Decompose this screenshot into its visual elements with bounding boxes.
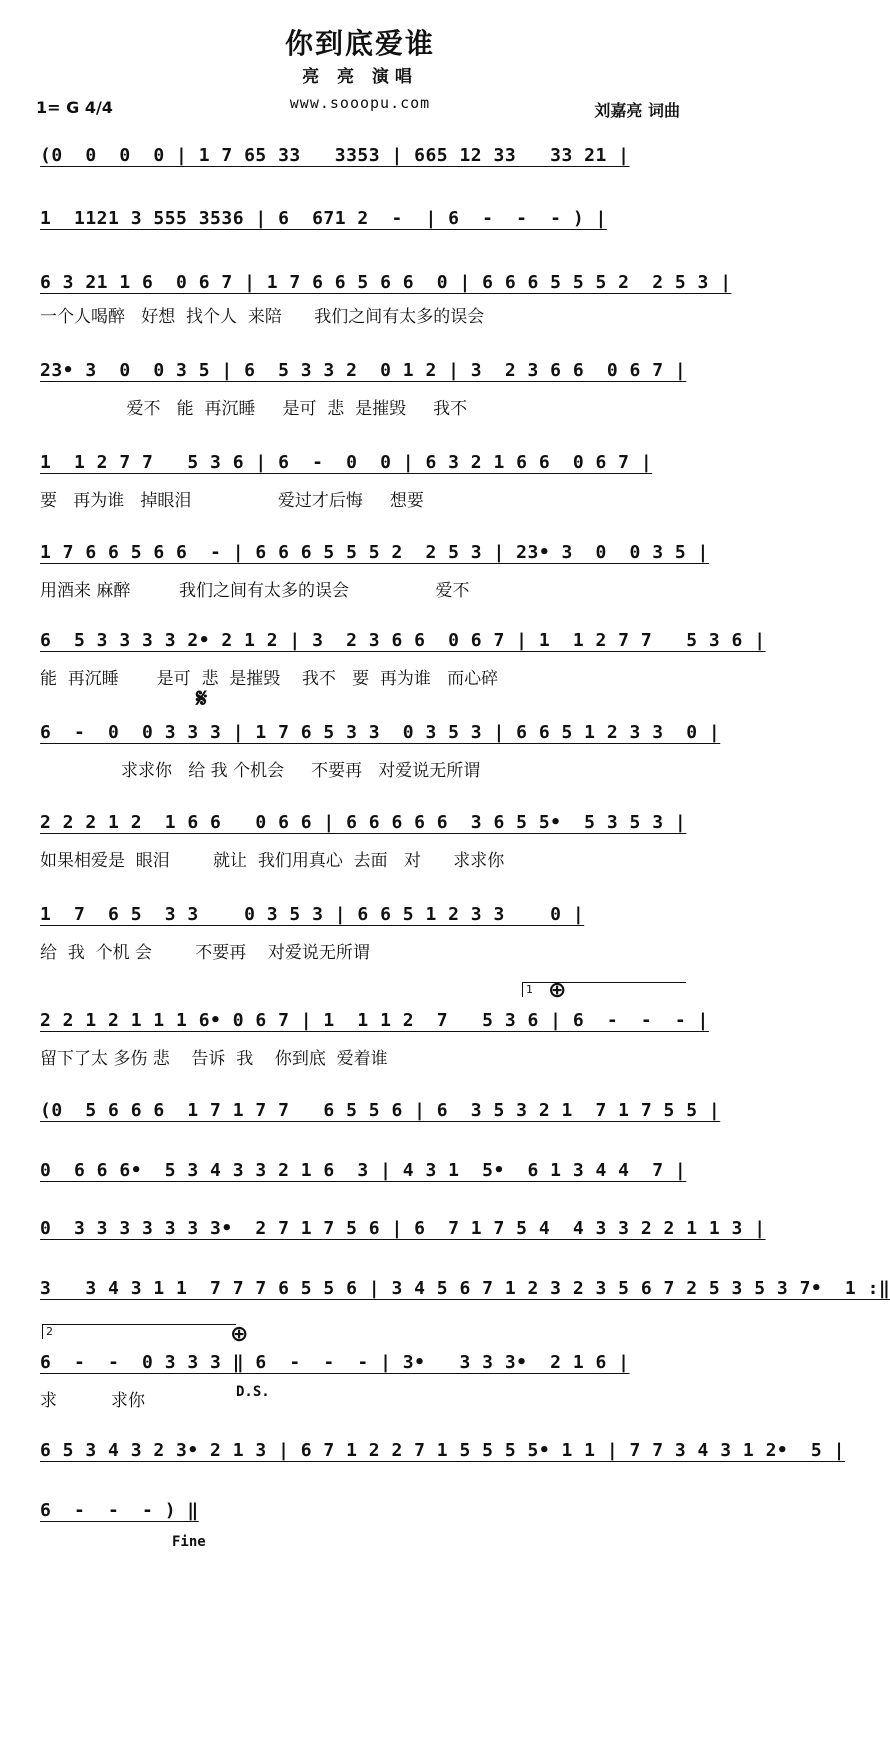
- segno-sign: 𝄋: [196, 684, 208, 714]
- lyrics-line: 一个人喝醉 好想 找个人 来陪 我们之间有太多的误会: [40, 307, 485, 327]
- notes-line: 0 6 6 6• 5 3 4 3 3 2 1 6 3 | 4 3 1 5• 6 1 3 4 4 7 |: [40, 1160, 687, 1181]
- notes-line: 6 - 0 0 3 3 3 | 1 7 6 5 3 3 0 3 5 3 | 6 6 5 1 2 3 3 0 |: [40, 722, 721, 743]
- notes-line: 1 1 2 7 7 5 3 6 | 6 - 0 0 | 6 3 2 1 6 6 0 6 7 |: [40, 452, 653, 473]
- fine-marking: Fine: [172, 1534, 206, 1550]
- lyrics-line: 爱不 能 再沉睡 是可 悲 是摧毁 我不: [40, 399, 468, 419]
- lyrics-line: 能 再沉睡 是可 悲 是摧毁 我不 要 再为谁 而心碎: [40, 669, 499, 689]
- notes-line: 1 7 6 6 5 6 6 - | 6 6 6 5 5 5 2 2 5 3 | 23• 3 0 0 3 5 |: [40, 542, 709, 563]
- singer-line: 亮 亮 演唱: [302, 67, 418, 87]
- notes-line: 6 5 3 3 3 3 2• 2 1 2 | 3 2 3 6 6 0 6 7 | 1 1 2 7 7 5 3 6 |: [40, 630, 766, 651]
- notes-line: 6 - - - ) ‖: [40, 1500, 199, 1521]
- notes-line: 1 7 6 5 3 3 0 3 5 3 | 6 6 5 1 2 3 3 0 |: [40, 904, 585, 925]
- notes-line: 6 - - 0 3 3 3 ‖ 6 - - - | 3• 3 3 3• 2 1 6 |: [40, 1352, 630, 1373]
- lyrics-line: 要 再为谁 掉眼泪 爱过才后悔 想要: [40, 491, 424, 511]
- coda-sign-second-ending: ⊕: [230, 1322, 249, 1347]
- site-url: www.sooopu.com: [289, 94, 431, 112]
- notes-line: 0 3 3 3 3 3 3 3• 2 7 1 7 5 6 | 6 7 1 7 5 4 4 3 3 2 2 1 1 3 |: [40, 1218, 766, 1239]
- notes-line: 6 3 21 1 6 0 6 7 | 1 7 6 6 5 6 6 0 | 6 6 6 5 5 5 2 2 5 3 |: [40, 272, 732, 293]
- coda-sign-first-ending: ⊕: [548, 978, 567, 1003]
- key-time-signature: 1= G 4/4: [36, 98, 113, 117]
- lyrics-line: 用酒来 麻醉 我们之间有太多的误会 爱不: [40, 581, 470, 601]
- notes-line: 2 2 1 2 1 1 1 6• 0 6 7 | 1 1 1 2 7 5 3 6 | 6 - - - |: [40, 1010, 709, 1031]
- author-credit: 刘嘉亮 词曲: [594, 101, 680, 120]
- notes-line: 2 2 2 1 2 1 6 6 0 6 6 | 6 6 6 6 6 3 6 5 5• 5 3 5 3 |: [40, 812, 687, 833]
- notes-line: 6 5 3 4 3 2 3• 2 1 3 | 6 7 1 2 2 7 1 5 5 5 5• 1 1 | 7 7 3 4 3 1 2• 5 |: [40, 1440, 845, 1461]
- notes-line: 3 3 4 3 1 1 7 7 7 6 5 5 6 | 3 4 5 6 7 1 2 3 2 3 5 6 7 2 5 3 5 3 7• 1 :‖: [40, 1278, 890, 1299]
- volta-bracket-2: 2: [42, 1324, 236, 1339]
- lyrics-line: 给 我 个机 会 不要再 对爱说无所谓: [40, 943, 370, 963]
- lyrics-line: 如果相爱是 眼泪 就让 我们用真心 去面 对 求求你: [40, 851, 505, 871]
- lyrics-line: 留下了太 多伤 悲 告诉 我 你到底 爱着谁: [40, 1049, 388, 1069]
- notes-line: (0 0 0 0 | 1 7 65 33 3353 | 665 12 33 33 21 |: [40, 145, 630, 166]
- notes-line: (0 5 6 6 6 1 7 1 7 7 6 5 5 6 | 6 3 5 3 2 1 7 1 7 5 5 |: [40, 1100, 721, 1121]
- lyrics-line: 求 求你: [40, 1391, 146, 1411]
- song-title: 你到底爱谁: [284, 27, 435, 60]
- lyrics-line: 求求你 给 我 个机会 不要再 对爱说无所谓: [40, 761, 481, 781]
- notes-line: 23• 3 0 0 3 5 | 6 5 3 3 2 0 1 2 | 3 2 3 6 6 0 6 7 |: [40, 360, 687, 381]
- notes-line: 1 1121 3 555 3536 | 6 671 2 - | 6 - - - ) |: [40, 208, 607, 229]
- ds-marking: D.S.: [236, 1384, 270, 1400]
- volta-bracket-1: 1: [522, 982, 686, 997]
